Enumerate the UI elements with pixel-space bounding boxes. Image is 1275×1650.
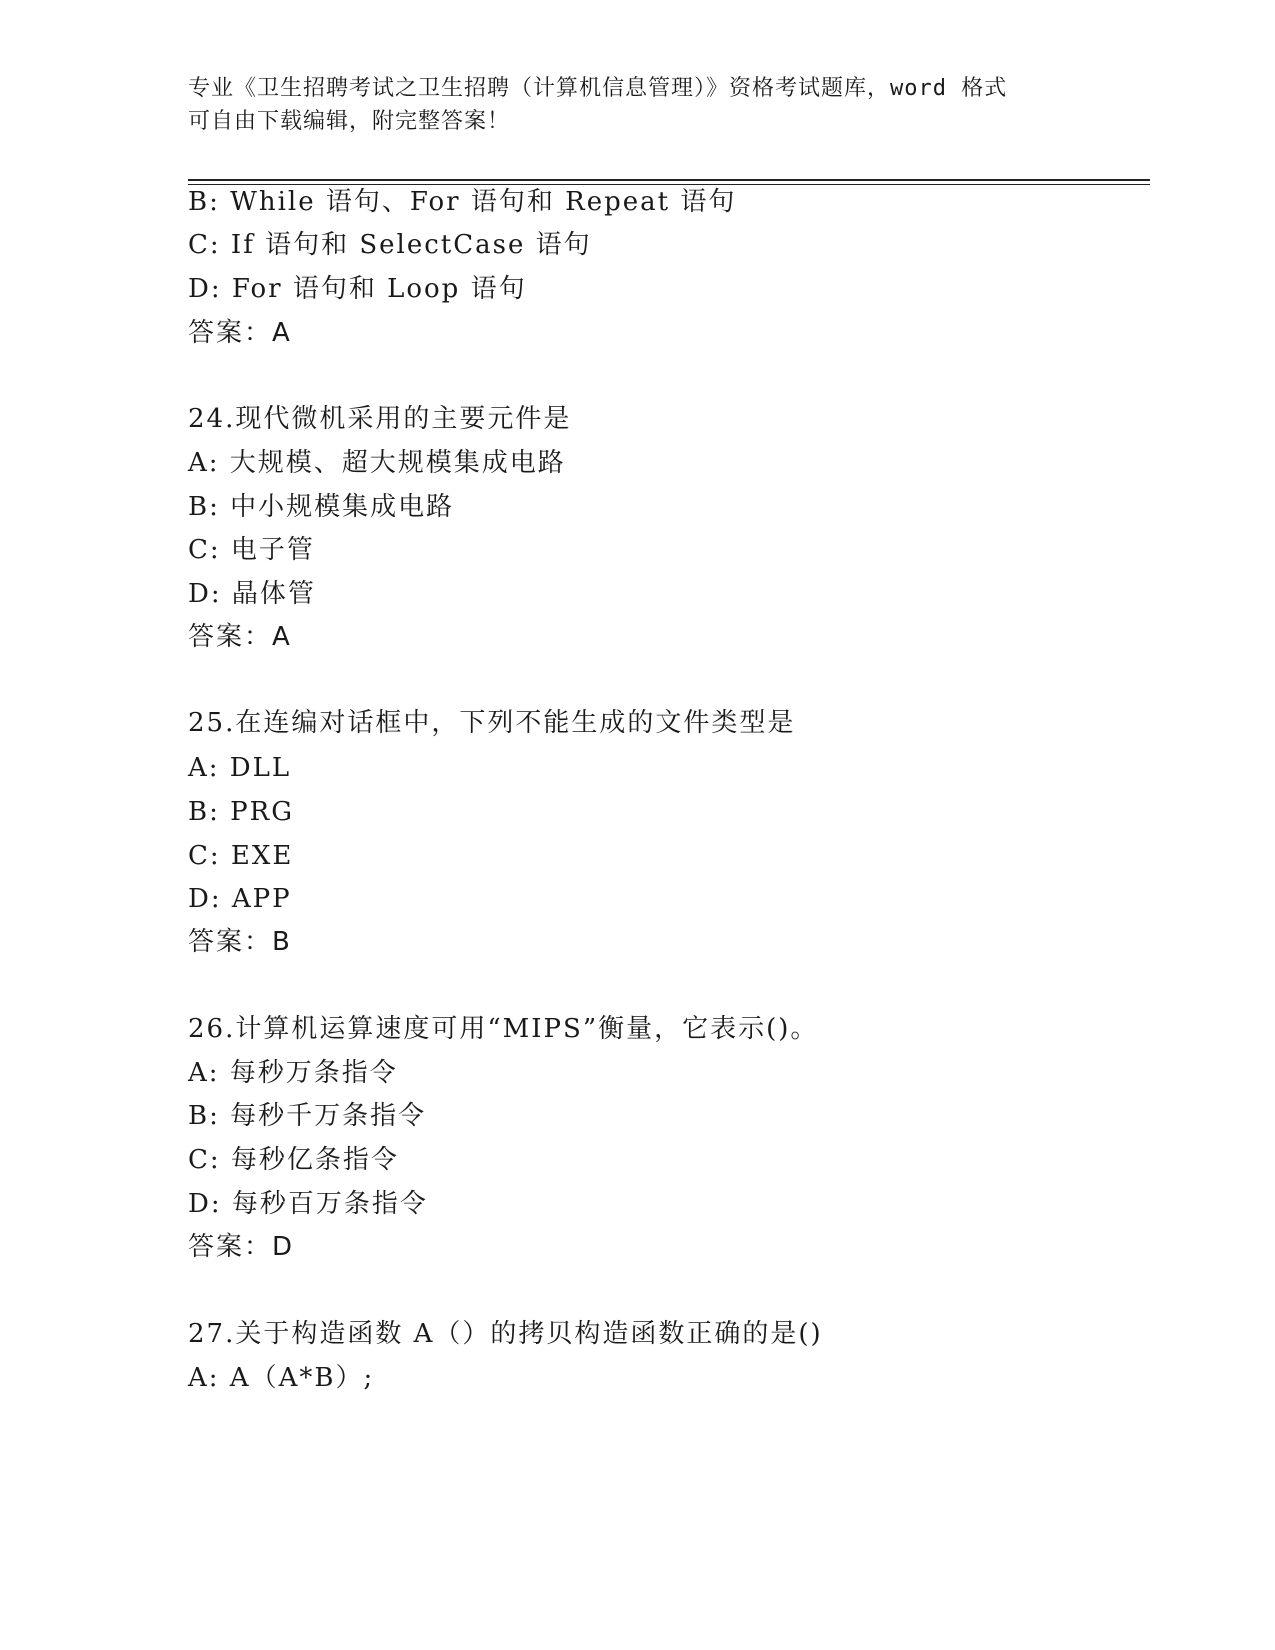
q24-option-b: B: 中小规模集成电路 [188, 492, 455, 522]
q26-option-b: B: 每秒千万条指令 [188, 1101, 427, 1131]
document-header [188, 72, 1088, 138]
q23-answer: 答案：A [188, 318, 292, 348]
q24-option-d: D: 晶体管 [188, 579, 316, 609]
q25-option-d: D: APP [188, 884, 292, 914]
q24-option-c: C: 电子管 [188, 535, 315, 565]
q26-option-c: C: 每秒亿条指令 [188, 1145, 399, 1175]
q25-answer: 答案：B [188, 927, 292, 957]
q24-answer: 答案：A [188, 622, 292, 652]
q26-question: 26.计算机运算速度可用“MIPS”衡量，它表示()。 [188, 1014, 819, 1044]
q27-question: 27.关于构造函数 A（）的拷贝构造函数正确的是() [188, 1319, 823, 1349]
q25-option-c: C: EXE [188, 841, 294, 871]
q25-question: 25.在连编对话框中，下列不能生成的文件类型是 [188, 708, 796, 738]
q26-option-d: D: 每秒百万条指令 [188, 1189, 428, 1219]
header-line-2: 可自由下载编辑，附完整答案！ [188, 109, 511, 134]
header-line-1: 专业《卫生招聘考试之卫生招聘（计算机信息管理）》资格考试题库，word 格式 [188, 76, 1008, 101]
q23-option-b: B: While 语句、For 语句和 Repeat 语句 [188, 187, 737, 217]
q24-question: 24.现代微机采用的主要元件是 [188, 404, 572, 434]
q26-answer: 答案：D [188, 1232, 295, 1262]
q27-option-a: A: A（A*B）; [188, 1363, 375, 1393]
q23-option-d: D: For 语句和 Loop 语句 [188, 274, 527, 304]
q25-option-a: A: DLL [188, 753, 292, 783]
q23-option-c: C: If 语句和 SelectCase 语句 [188, 230, 592, 260]
q25-option-b: B: PRG [188, 797, 294, 827]
q24-option-a: A: 大规模、超大规模集成电路 [188, 448, 566, 478]
q26-option-a: A: 每秒万条指令 [188, 1058, 398, 1088]
